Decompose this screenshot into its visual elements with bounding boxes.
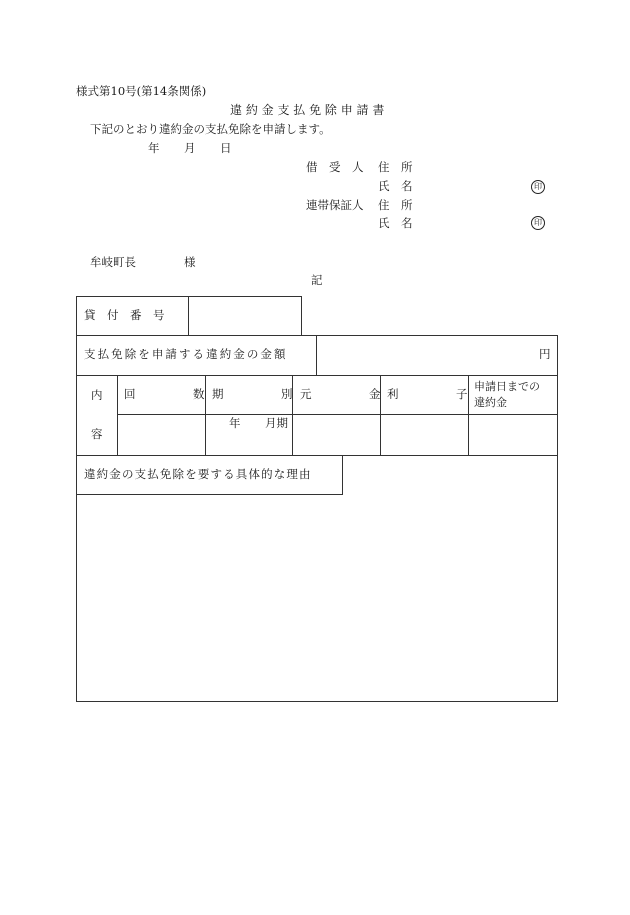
borrower-label: 借 受 人 (306, 160, 364, 174)
amount-unit: 円 (539, 347, 551, 361)
recipient-town: 牟岐町長 (90, 255, 136, 269)
borrower-name-label: 氏 名 (378, 179, 413, 193)
borrower-address-label: 住 所 (378, 160, 413, 174)
form-number: 様式第10号(第14条関係) (76, 84, 207, 98)
loan-number-label: 貸 付 番 号 (84, 308, 165, 322)
col-period-header: 期 別 (212, 387, 293, 401)
document-title: 違 約 金 支 払 免 除 申 請 書 (230, 103, 385, 117)
borrower-seal-icon: 印 (531, 180, 545, 194)
amount-label: 支払免除を申請する違約金の金額 (84, 347, 288, 361)
reason-text-area[interactable] (77, 495, 557, 701)
col-principal-header: 元 金 (300, 387, 381, 401)
detail-label-upper: 内 (91, 388, 103, 402)
period-value-year: 年 (229, 416, 241, 430)
col-count-header: 回 数 (124, 387, 205, 401)
date-year: 年 (148, 141, 160, 155)
guarantor-seal-icon: 印 (531, 216, 545, 230)
detail-label-lower: 容 (91, 427, 103, 441)
guarantor-name-label: 氏 名 (378, 216, 413, 230)
intro-text: 下記のとおり違約金の支払免除を申請します。 (90, 122, 331, 136)
ki-label: 記 (311, 273, 323, 287)
col-until-header-line1: 申請日までの (474, 380, 540, 393)
reason-label: 違約金の支払免除を要する具体的な理由 (84, 467, 312, 481)
date-day: 日 (220, 141, 232, 155)
guarantor-label: 連帯保証人 (306, 198, 364, 212)
recipient-honorific: 様 (184, 255, 196, 269)
col-until-header-line2: 違約金 (474, 396, 507, 409)
guarantor-address-label: 住 所 (378, 198, 413, 212)
period-value-month: 月期 (265, 416, 288, 430)
date-month: 月 (184, 141, 196, 155)
col-interest-header: 利 子 (387, 387, 468, 401)
